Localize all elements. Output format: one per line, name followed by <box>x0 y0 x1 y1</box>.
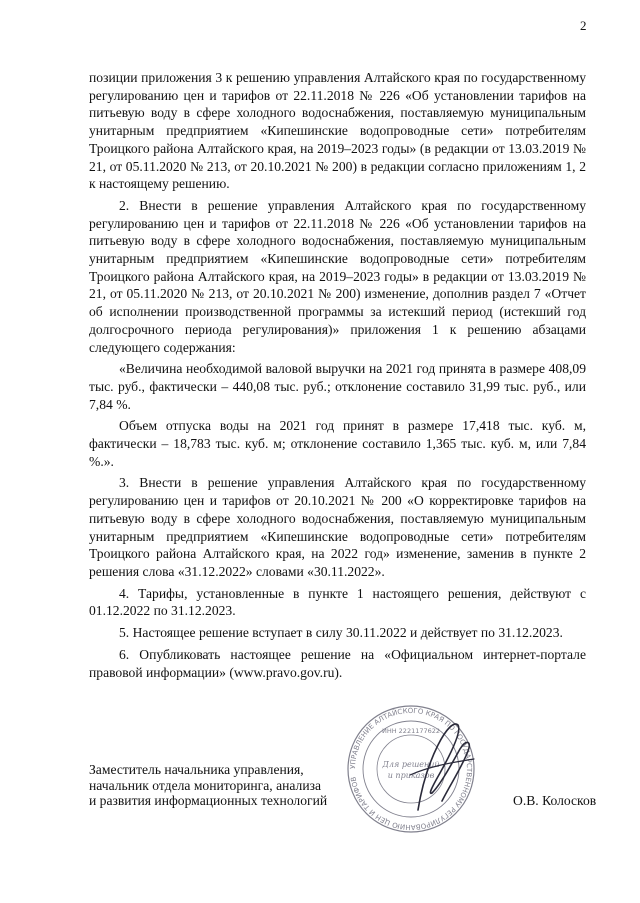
seal-ring-text: УПРАВЛЕНИЕ АЛТАЙСКОГО КРАЯ ПО ГОСУДАРСТВЕННОМУ РЕГУЛИРОВАНИЮ ЦЕН И ТАРИФОВ <box>348 706 474 832</box>
signer-position-line-2: начальник отдела мониторинга, анализа <box>89 777 322 793</box>
seal-center-line2: и приказов <box>387 771 435 780</box>
paragraph-item-5: 5. Настоящее решение вступает в силу 30.11.2022 и действует по 31.12.2023. <box>119 625 563 641</box>
page-number: 2 <box>580 18 587 33</box>
document-body <box>89 69 586 685</box>
seal-center-line1: Для решений <box>382 760 440 769</box>
paragraph-quote-revenue: «Величина необходимой валовой выручки на 2021 год принята в размере 408,09 тыс. руб., фактически – 440,08 тыс. руб.; отклонение составило 31,99 тыс. руб., или 7,84 %. <box>89 361 586 412</box>
paragraph-item-2: 2. Внести в решение управления Алтайского края по государственному регулированию цен и тарифов от 22.11.2018 № 226 «Об установлении тарифов на питьевую воду в сфере холодного водоснабжения, поставляемую муниципальным унитарным предприятием «Кипешинские водопроводные сети» потребителям Троицкого района Алтайского края, на 2019–2023 годы» в редакции от 13.03.2019 № 21, от 05.11.2020 № 213, от 20.10.2021 № 200) изменение, дополнив раздел 7 «Отчет об исполнении производственной программы за истекший период (истекший год долгосрочного периода регулирования)» приложения 1 к решению абзацами следующего содержания: <box>89 197 586 355</box>
seal-inn: ИНН 2221177622 <box>381 727 441 735</box>
signer-name: О.В. Колосков <box>513 793 597 808</box>
signer-position-line-1: Заместитель начальника управления, <box>89 762 304 777</box>
paragraph-continuation: позиции приложения 3 к решению управления Алтайского края по государственному регулированию цен и тарифов от 22.11.2018 № 226 «Об установлении тарифов на питьевую воду в сфере холодного водоснабжения, поставляемую муниципальным унитарным предприятием «Кипешинские водопроводные сети» потребителям Троицкого района Алтайского края, на 2019–2023 годы» (в редакции от 13.03.2019 № 21, от 05.11.2020 № 213, от 20.10.2021 № 200) в редакции согласно приложениям 1, 2 к настоящему решению. <box>89 70 586 192</box>
paragraph-item-4: 4. Тарифы, установленные в пункте 1 настоящего решения, действуют с 01.12.2022 по 31.12.2023. <box>89 585 586 619</box>
signer-position-line-3: и развития информационных технологий <box>89 793 328 808</box>
paragraph-item-6: 6. Опубликовать настоящее решение на «Официальном интернет-портале правовой информации» (www.pravo.gov.ru). <box>89 646 586 680</box>
signature-block <box>89 762 609 809</box>
paragraph-item-3: 3. Внести в решение управления Алтайского края по государственному регулированию цен и тарифов от 20.10.2021 № 200 «О корректировке тарифов на питьевую воду в сфере холодного водоснабжения, поставляемую муниципальным унитарным предприятием «Кипешинские водопроводные сети» потребителям Троицкого района Алтайского края, на 2022 год» изменение, заменив в пункте 2 решения слова «31.12.2022» словами «30.11.2022». <box>89 475 586 579</box>
paragraph-quote-volume: Объем отпуска воды на 2021 год принят в размере 17,418 тыс. куб. м, фактически – 18,783 тыс. куб. м; отклонение составило 1,365 тыс. куб. м, или 7,84 %.». <box>89 418 586 469</box>
